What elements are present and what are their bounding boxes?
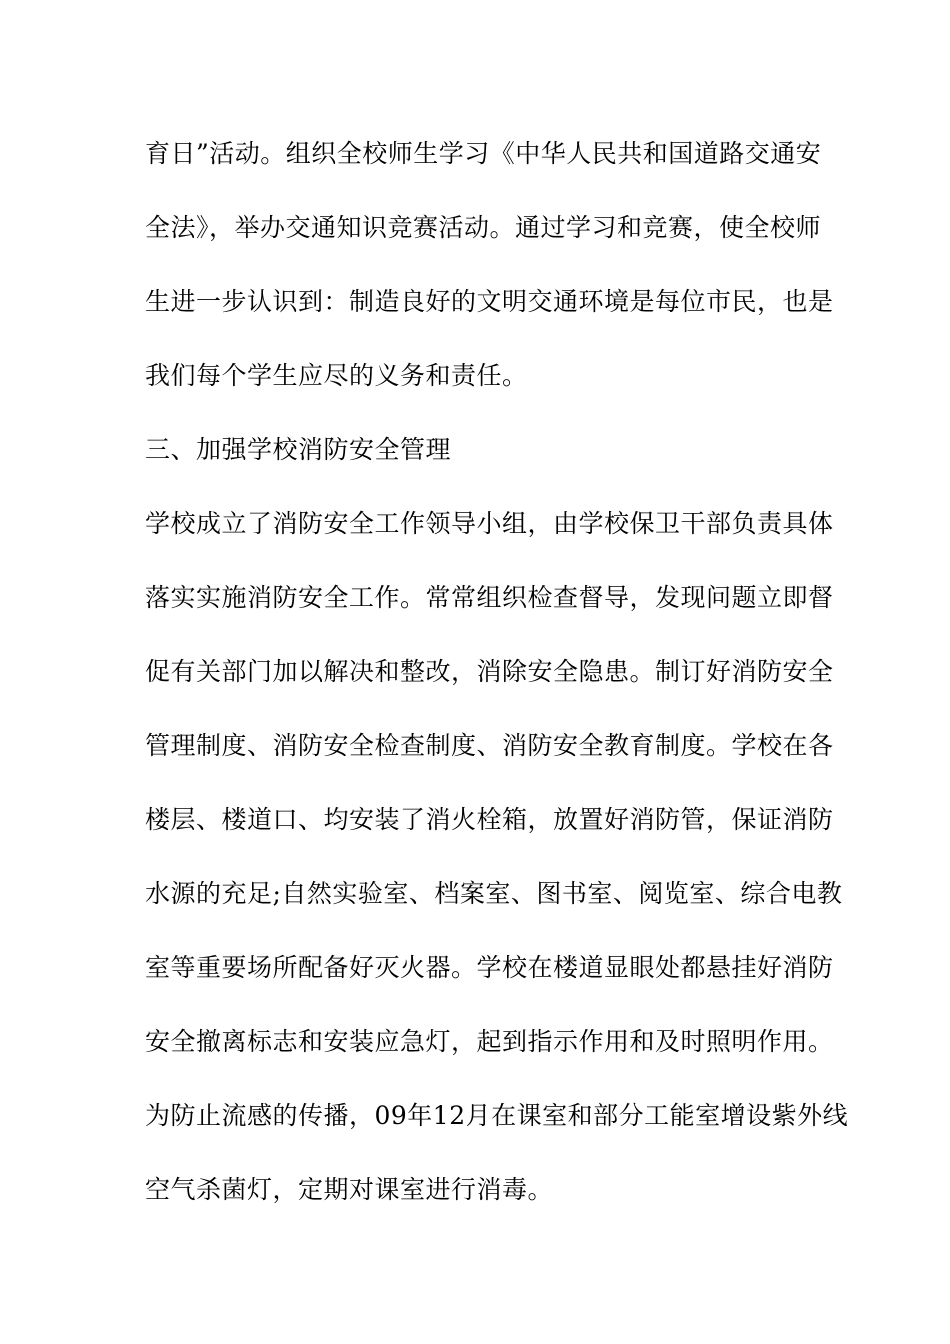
text-line: 我们每个学生应尽的义务和责任。 <box>145 361 528 390</box>
section-heading: 三、加强学校消防安全管理 <box>145 435 452 464</box>
text-line: 全法》，举办交通知识竞赛活动。通过学习和竞赛，使全校师 <box>145 213 822 242</box>
text-line: 管理制度、消防安全检查制度、消防安全教育制度。学校在各 <box>145 731 834 760</box>
text-line: 楼层、楼道口、均安装了消火栓箱，放置好消防管，保证消防 <box>145 805 834 834</box>
text-line: 安全撤离标志和安装应急灯，起到指示作用和及时照明作用。 <box>145 1027 834 1056</box>
body-text <box>145 128 849 1238</box>
text-line: 为防止流感的传播，09年12月在课室和部分工能室增设紫外线 <box>145 1101 849 1130</box>
text-line: 育日”活动。组织全校师生学习《中华人民共和国道路交通安 <box>145 139 822 168</box>
text-line: 促有关部门加以解决和整改，消除安全隐患。制订好消防安全 <box>145 657 834 686</box>
text-line: 空气杀菌灯，定期对课室进行消毒。 <box>145 1175 554 1204</box>
text-line: 落实实施消防安全工作。常常组织检查督导，发现问题立即督 <box>145 583 834 612</box>
text-line: 学校成立了消防安全工作领导小组，由学校保卫干部负责具体 <box>145 509 834 538</box>
text-line: 室等重要场所配备好灭火器。学校在楼道显眼处都悬挂好消防 <box>145 953 834 982</box>
text-line: 生进一步认识到：制造良好的文明交通环境是每位市民，也是 <box>145 287 834 316</box>
text-line: 水源的充足;自然实验室、档案室、图书室、阅览室、综合电教 <box>145 879 843 908</box>
